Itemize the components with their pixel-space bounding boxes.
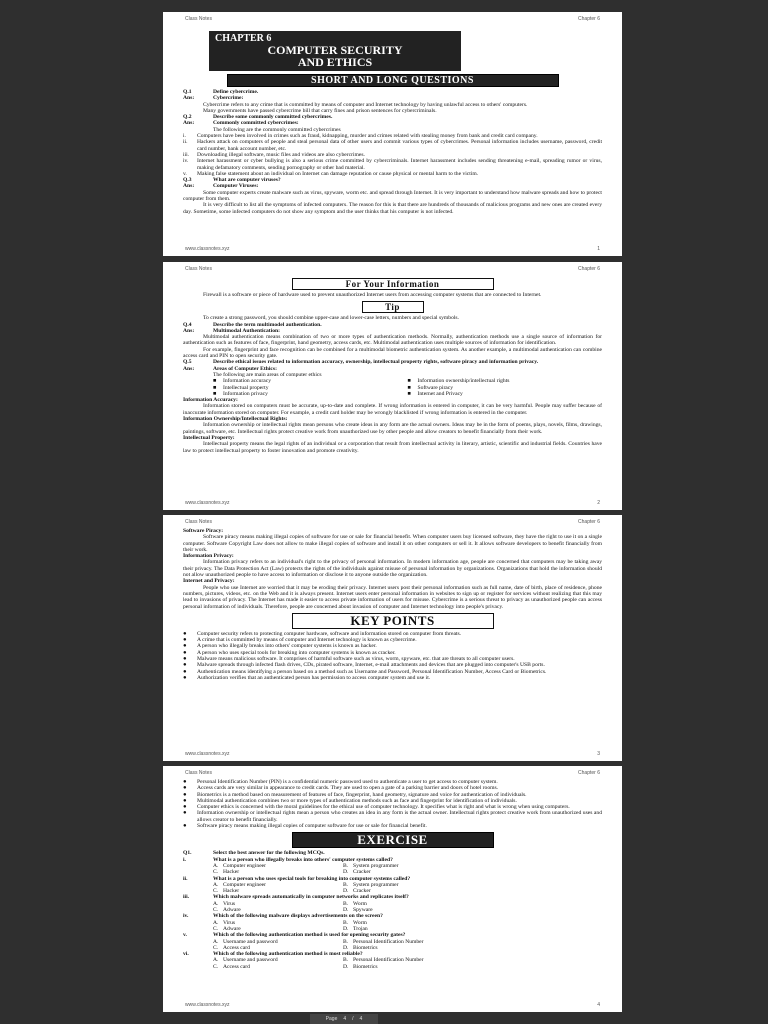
- question-number: Q.3: [183, 177, 192, 184]
- option-d: Cracker: [353, 869, 371, 876]
- chapter-title-box: [209, 31, 461, 71]
- list-item: Hackers attack on computers of people and steal personal data of other users and commit various types of cybercrimes. Personal information includes username, password, credit card number, bank account number, etc.: [197, 139, 602, 152]
- mcq-number: i.: [183, 856, 186, 863]
- question-text: Describe the term multimodel authentication.: [213, 321, 322, 328]
- option-d: Biometrics: [353, 944, 378, 951]
- option-letter: D.: [343, 907, 349, 914]
- list-item: Malware means malicious software. It comprises of harmful software such as virus, worm, spyware, etc. that are threats to all computer users.: [197, 656, 515, 663]
- list-item: Software piracy: [417, 384, 454, 391]
- option-letter: B.: [343, 862, 349, 869]
- option-a: Virus: [223, 900, 236, 907]
- footer-site: www.classnotes.xyz: [185, 246, 230, 252]
- question-text: Describe ethical issues related to information accuracy, ownership, intellectual property rights, software piracy and information privacy.: [213, 359, 539, 366]
- document-page-2: [163, 262, 622, 510]
- list-item: Information ownership or intellectual rights mean a person who creates an idea in any form is the actual owner. Intellectual rights protect creative work from unauthorized uses and allows creator to benefit financially.: [197, 810, 602, 823]
- option-letter: D.: [343, 925, 349, 932]
- question-text: Define cybercrime.: [213, 89, 259, 95]
- mcq-number: vi.: [183, 951, 189, 958]
- document-page-3: [163, 515, 622, 761]
- list-item: Information accuracy: [223, 378, 271, 385]
- header-right: Chapter 6: [578, 770, 600, 776]
- option-a: Computer engineer: [223, 881, 267, 888]
- option-letter: C.: [213, 963, 219, 970]
- paragraph: Some computer experts create malware such as virus, spyware, worm etc. and spread through Internet. It is very important to understand how malware spreads and how to protect computer from them.: [183, 189, 602, 203]
- exercise-banner: EXERCISE: [292, 832, 494, 848]
- mcq-question: Which of the following authentication method is most reliable?: [213, 951, 363, 958]
- option-letter: A.: [213, 938, 219, 945]
- header-right: Chapter 6: [578, 16, 600, 22]
- footer-site: www.classnotes.xyz: [185, 500, 230, 506]
- page-footer: [185, 751, 600, 757]
- section-banner: SHORT AND LONG QUESTIONS: [227, 74, 559, 87]
- list-item: Making false statement about an individual on Internet can damage reputation or cause physical or mental harm to the victim.: [197, 170, 479, 177]
- option-c: Adware: [223, 907, 241, 914]
- bullet: ■: [213, 378, 217, 385]
- header-left: Class Notes: [185, 16, 212, 22]
- chapter-title-line2: AND ETHICS: [297, 55, 373, 69]
- option-letter: C.: [213, 869, 219, 876]
- question-number: Q1.: [183, 850, 192, 857]
- list-item: Authentication means identifying a person based on a method such as Username and Password, Personal Identification Number, Access Card or Biometrics.: [197, 668, 547, 675]
- subheading: Information Privacy:: [183, 553, 234, 560]
- subheading: Information Ownership/Intellectual Rights:: [183, 416, 288, 423]
- fyi-banner: For Your Information: [292, 278, 494, 290]
- question-number: Q.1: [183, 89, 192, 95]
- option-letter: A.: [213, 881, 219, 888]
- answer-label: Ans:: [183, 120, 195, 127]
- list-marker: i.: [183, 133, 186, 140]
- question-number: Q.4: [183, 321, 192, 328]
- list-item: Information privacy: [223, 390, 268, 397]
- paragraph: Firewall is a software or piece of hardware used to prevent unauthorized Internet users from accessing computer systems that are connected to Internet.: [203, 292, 542, 298]
- list-item: Internet and Privacy: [417, 390, 463, 397]
- document-page-4: [163, 766, 622, 1012]
- footer-site: www.classnotes.xyz: [185, 751, 230, 757]
- list-item: Internet harassment or cyber bullying is also a serious crime committed by cybercriminals. Internet harassment includes sending threatening e-mail, spreading rumor or virus, making defamatory comments, sending pornography or other bad material.: [197, 158, 602, 171]
- question-number: Q.5: [183, 359, 192, 366]
- option-b: Personal Identification Number: [353, 938, 424, 945]
- list-item: Intellectual property: [223, 384, 269, 391]
- bullet: ●: [183, 630, 187, 637]
- answer-heading: Computer Viruses:: [213, 183, 259, 190]
- mcq-question: What is a person who uses special tools for breaking into computer systems called?: [213, 875, 411, 882]
- list-item: Computer ethics is concerned with the moral guidelines for the ethical use of computer technology. It specifies what is right and what is wrong when using computers.: [197, 804, 570, 811]
- bullet: ●: [183, 637, 187, 644]
- option-c: Hacker: [223, 869, 240, 876]
- question-3: [183, 177, 602, 190]
- option-c: Adware: [223, 925, 241, 932]
- subheading: Intellectual Property:: [183, 434, 235, 441]
- paragraph: The following are the commonly committed cybercrimes: [213, 126, 341, 133]
- option-letter: A.: [213, 862, 219, 869]
- mcq-question: Which of the following authentication method is used for opening security gates?: [213, 932, 406, 939]
- option-a: Username and password: [223, 938, 278, 945]
- option-c: Hacker: [223, 888, 240, 895]
- page-header: [185, 16, 600, 22]
- page-footer: [185, 500, 600, 506]
- subheading: Information Accuracy:: [183, 397, 238, 404]
- question-text: What are computer viruses?: [213, 177, 281, 184]
- bullet: ■: [407, 390, 411, 397]
- page-indicator[interactable]: [310, 1014, 378, 1024]
- page-separator: /: [352, 1016, 354, 1022]
- page-header: [185, 770, 600, 776]
- question-text: Describe some commonly committed cybercrimes.: [213, 114, 333, 121]
- list-marker: iii.: [183, 151, 190, 158]
- option-letter: D.: [343, 944, 349, 951]
- answer-heading: Multimodal Authentication:: [213, 327, 280, 334]
- bullet: ●: [183, 779, 187, 785]
- mcq-item: [183, 894, 602, 913]
- bullet: ●: [183, 643, 187, 650]
- mcq-question: What is a person who illegally breaks into others' computer systems called?: [213, 856, 393, 863]
- option-d: Biometrics: [353, 963, 378, 970]
- page-number: 4: [597, 1002, 600, 1008]
- paragraph: Information stored on computers must be accurate, up-to-date and complete. If wrong information is entered in computer, it can be very harmful. People may suffer because of inaccurate information stored on computer. For example, a credit card holder may be wrongly blacklisted if wrong information is entered in the computer.: [183, 403, 602, 416]
- question-text: Select the best answer for the following MCQs.: [213, 850, 325, 857]
- bullet: ●: [183, 656, 187, 663]
- mcq-item: [183, 951, 602, 970]
- option-a: Virus: [223, 919, 236, 926]
- page-body: [183, 25, 602, 244]
- paragraph: Cybercrime refers to any crime that is committed by means of computer and Internet technology by having unlawful access to others' computers.: [203, 101, 528, 108]
- list-item: Software piracy means making illegal copies of computer software for use or sale for financial benefit.: [197, 823, 427, 830]
- bullet: ■: [213, 390, 217, 397]
- footer-site: www.classnotes.xyz: [185, 1002, 230, 1008]
- bullet: ●: [183, 810, 187, 817]
- bullet: ●: [183, 791, 187, 798]
- answer-heading: Cybercrime:: [213, 95, 244, 102]
- question-1: [183, 89, 602, 102]
- answer-label: Ans:: [183, 327, 195, 334]
- question-number: Q.2: [183, 114, 192, 121]
- chapter-title-line1: COMPUTER SECURITY: [267, 43, 403, 57]
- option-letter: D.: [343, 869, 349, 876]
- option-c: Access card: [223, 944, 250, 951]
- page-number: 3: [597, 751, 600, 757]
- option-c: Access card: [223, 963, 250, 970]
- subheading: Software Piracy:: [183, 528, 224, 534]
- answer-label: Ans:: [183, 95, 195, 102]
- bullet: ■: [213, 384, 217, 391]
- page-header: [185, 519, 600, 525]
- header-left: Class Notes: [185, 266, 212, 272]
- list-item: Biometrics is a method based on measurement of features of face, fingerprint, hand geometry, signature and voice for authentication of individuals.: [197, 791, 527, 798]
- option-letter: C.: [213, 888, 219, 895]
- key-points-list-continued: [183, 779, 602, 829]
- option-letter: C.: [213, 944, 219, 951]
- list-marker: v.: [183, 170, 187, 177]
- current-page[interactable]: 4: [343, 1016, 347, 1022]
- bullet: ●: [183, 668, 187, 675]
- page-number: 2: [597, 500, 600, 506]
- bullet: ●: [183, 785, 187, 792]
- answer-heading: Commonly committed cybercrimes:: [213, 120, 299, 127]
- answer-label: Ans:: [183, 365, 195, 372]
- option-a: Username and password: [223, 957, 278, 964]
- mcq-question: Which of the following malware displays advertisements on the screen?: [213, 913, 383, 920]
- list-item: Access cards are very similar in appearance to credit cards. They are used to open a gate of a parking barrier and doors of hotel rooms.: [197, 785, 499, 792]
- page-indicator-label: Page: [325, 1016, 338, 1022]
- crime-list: [183, 133, 602, 177]
- page-footer: [185, 1002, 600, 1008]
- bullet: ■: [407, 378, 411, 385]
- list-item: Multimodal authentication combines two or more types of authentication methods such as face and fingerprint for identification of individuals.: [197, 797, 517, 804]
- bullet: ●: [183, 797, 187, 804]
- mcq-number: iv.: [183, 913, 189, 920]
- mcq-item: [183, 913, 602, 932]
- option-letter: D.: [343, 888, 349, 895]
- mcq-item: [183, 932, 602, 951]
- option-letter: C.: [213, 907, 219, 914]
- page-body: [183, 275, 602, 498]
- list-item: Malware spreads through infected flash drives, CDs, pirated software, Internet, e-mail attachments and devices that are plugged into computer's USB ports.: [197, 662, 545, 669]
- bullet: ●: [183, 674, 187, 681]
- bullet: ■: [407, 384, 411, 391]
- list-item: A person who uses special tools for breaking into computer systems is known as cracker.: [197, 649, 396, 656]
- key-points-banner: KEY POINTS: [292, 613, 494, 629]
- mcq-number: iii.: [183, 894, 190, 901]
- header-left: Class Notes: [185, 519, 212, 525]
- option-d: Spyware: [353, 907, 373, 914]
- paragraph: Information ownership or intellectual rights mean persons who create ideas in any form are the actual owners. Ideas may be in the form of poems, plays, novels, films, drawings, paintings, software, etc. Intellectual rights protect creative work from unauthorized use by other people and allow creators to benefit financially from their work.: [183, 422, 602, 435]
- option-letter: B.: [343, 938, 349, 945]
- list-item: Personal Identification Number (PIN) is a confidential numeric password used to authenticate a user to get access to computer system.: [197, 779, 498, 785]
- mcq-item: [183, 857, 602, 876]
- bullet: ●: [183, 804, 187, 811]
- paragraph: For example, fingerprint and face recognition can be combined for a multimodal biometric authentication system. As another example, a multimodal authentication can combine access card and PIN to open security gate.: [183, 346, 602, 360]
- list-marker: ii.: [183, 139, 188, 146]
- list-item: Downloading illegal software, music files and videos are also cybercrimes.: [197, 151, 365, 158]
- paragraph: Multimodal authentication means combination of two or more types of authentication methods. Normally, authentication methods use a single source of information for authentication such as features of face, fingerprint, hand geometry, access cards, etc. Multimodal authentication uses multiple sources of information for identification.: [183, 334, 602, 347]
- option-letter: C.: [213, 925, 219, 932]
- mcq-question: Which malware spreads automatically in computer networks and replicates itself?: [213, 894, 409, 901]
- total-pages: 4: [359, 1016, 363, 1022]
- header-left: Class Notes: [185, 770, 212, 776]
- page-body: [183, 779, 602, 1000]
- question-5: [183, 359, 602, 372]
- option-letter: A.: [213, 919, 219, 926]
- paragraph: People who use Internet are worried that it may be eroding their privacy. Internet users post their personal information such as full name, date of birth, place of residence, phone numbers, pictures, videos, etc. on the Web and it is always present. Internet users enter personal information in websites to sign up or register for services without realizing that this may lead to invasions of privacy. The Internet has made it easier to access private information of users for misuse. Cybercrime is a serious threat to privacy as unauthorized people can access personal information of individuals. Therefore, people are concerned about invasion of computer and Internet technology into people's privacy.: [183, 584, 602, 610]
- option-letter: A.: [213, 957, 219, 964]
- paragraph: It is very difficult to list all the symptoms of infected computers. The reason for this is that there are hundreds of thousands of malicious programs and new ones are created every day. Sometime, some infected computers do not show any symptom and the user thinks that his computer is not infected.: [183, 202, 602, 215]
- subheading: Internet and Privacy:: [183, 578, 235, 585]
- header-right: Chapter 6: [578, 266, 600, 272]
- mcq-number: v.: [183, 932, 187, 939]
- option-letter: B.: [343, 957, 349, 964]
- bullet: ●: [183, 823, 187, 830]
- option-letter: B.: [343, 919, 349, 926]
- option-b: Worm: [353, 919, 367, 926]
- list-item: Information ownership/intellectual rights: [417, 378, 510, 385]
- paragraph: Software piracy means making illegal copies of software for use or sale for financial benefit. When computer users buy licensed software, they have the right to use it on a single computer. Software Copyright Law does not allow to make illegal copies of software and install it on other computers or sell it. It allows software developers to benefit financially from their work.: [183, 534, 602, 553]
- paragraph: Intellectual property means the legal rights of an individual or a corporation that result from intellectual activity in literary, artistic, scientific and industrial fields. Countries have law to protect intellectual property to foster innovation and promote creativity.: [183, 441, 602, 454]
- option-letter: A.: [213, 900, 219, 907]
- option-d: Trojan: [353, 925, 368, 932]
- option-b: Worm: [353, 900, 367, 907]
- list-item: A person who illegally breaks into others' computer systems is known as hacker.: [197, 643, 377, 650]
- option-letter: B.: [343, 881, 349, 888]
- option-b: System programmer: [353, 881, 399, 888]
- option-d: Cracker: [353, 888, 371, 895]
- question-2: [183, 114, 602, 127]
- tip-banner: Tip: [362, 301, 424, 313]
- page-body: [183, 528, 602, 749]
- page-header: [185, 266, 600, 272]
- question-4: [183, 322, 602, 335]
- key-points-list: [183, 631, 602, 681]
- option-b: System programmer: [353, 862, 399, 869]
- option-letter: D.: [343, 963, 349, 970]
- option-a: Computer engineer: [223, 862, 267, 869]
- list-item: Computers have been involved in crimes such as fraud, kidnapping, murder and crimes related with stealing money from bank and credit card company.: [197, 133, 538, 140]
- paragraph: The following are main areas of computer ethics: [213, 371, 322, 378]
- mcq-item: [183, 876, 602, 895]
- page-number: 1: [597, 246, 600, 252]
- list-item: Authorization verifies that an authenticated person has permission to access computer system and use it.: [197, 674, 431, 681]
- answer-label: Ans:: [183, 183, 195, 190]
- answer-heading: Areas of Computer Ethics:: [213, 365, 277, 372]
- list-item: A crime that is committed by means of computer and Internet technology is known as cybercrime.: [197, 637, 417, 644]
- option-b: Personal Identification Number: [353, 957, 424, 964]
- ethics-areas-list: [183, 378, 602, 397]
- option-letter: B.: [343, 900, 349, 907]
- bullet: ●: [183, 662, 187, 669]
- document-page-1: [163, 12, 622, 256]
- list-marker: iv.: [183, 158, 189, 165]
- header-right: Chapter 6: [578, 519, 600, 525]
- page-footer: [185, 246, 600, 252]
- bullet: ●: [183, 649, 187, 656]
- paragraph: Many governments have passed cybercrime bill that carry fines and prison sentences for cybercriminals.: [203, 107, 437, 114]
- paragraph: To create a strong password, you should combine upper-case and lower-case letters, numbers and special symbols.: [203, 315, 459, 322]
- chapter-label: CHAPTER 6: [215, 33, 272, 44]
- mcq-number: ii.: [183, 875, 188, 882]
- paragraph: Information privacy refers to an individual's right to the privacy of personal information. In modern information age, people are concerned that computers may be taking away their privacy. The Data Protection Act (Law) protects the rights of the individuals against misuse of personal information by organizations. Organizations that hold the information should not allow unauthorized people to have access to information or disclose it to anyone outside the organization.: [183, 559, 602, 579]
- list-item: Computer security refers to protecting computer hardware, software and information stored on computer from threats.: [197, 630, 462, 637]
